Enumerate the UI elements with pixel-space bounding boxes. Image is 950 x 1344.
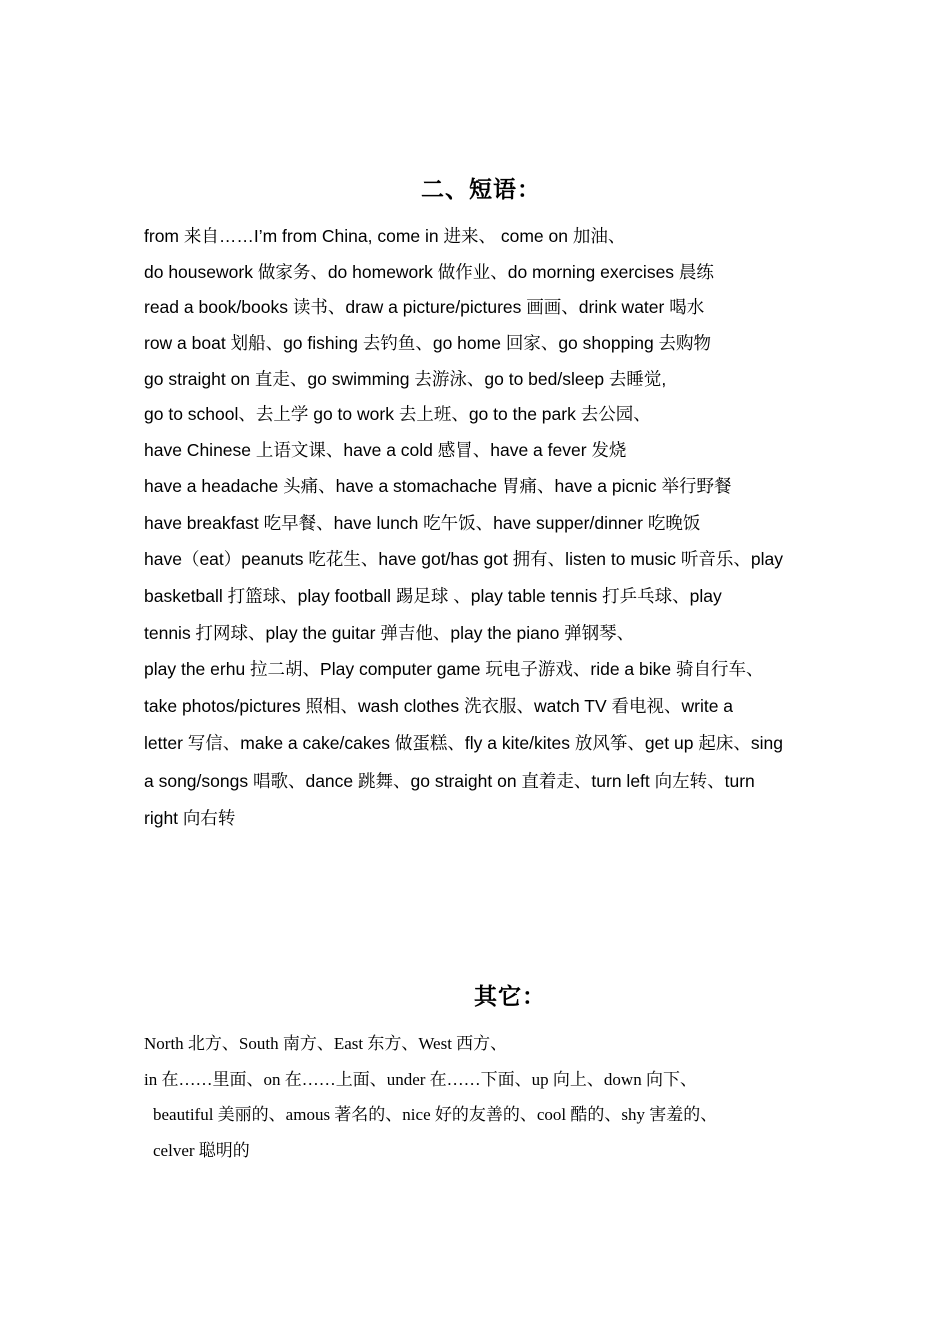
other-line-2: in 在……里面、on 在……上面、under 在……下面、up 向上、down 向下、 (144, 1070, 697, 1089)
phrase-line-7: have Chinese 上语文课、have a cold 感冒、have a fever 发烧 (144, 440, 627, 460)
phrase-line-2: do housework 做家务、do homework 做作业、do morning exercises 晨练 (144, 262, 714, 282)
phrase-line-1: from 来自……I’m from China, come in 进来、 come on 加油、 (144, 226, 626, 246)
phrase-line-9: have breakfast 吃早餐、have lunch 吃午饭、have supper/dinner 吃晚饭 (144, 513, 701, 533)
other-line-4: celver 聪明的 (153, 1141, 250, 1160)
phrase-line-4: row a boat 划船、go fishing 去钓鱼、go home 回家、go shopping 去购物 (144, 333, 712, 353)
phrase-line-11: basketball 打篮球、play football 踢足球 、play table tennis 打乒乓球、play (144, 586, 722, 606)
phrase-line-3: read a book/books 读书、draw a picture/pictures 画画、drink water 喝水 (144, 297, 705, 317)
phrase-line-8: have a headache 头痛、have a stomachache 胃痛、have a picnic 举行野餐 (144, 476, 732, 496)
phrase-line-13: play the erhu 拉二胡、Play computer game 玩电子游戏、ride a bike 骑自行车、 (144, 659, 764, 679)
phrase-line-6: go to school、去上学 go to work 去上班、go to the park 去公园、 (144, 404, 651, 424)
other-line-1: North 北方、South 南方、East 东方、West 西方、 (144, 1034, 508, 1053)
phrases-heading: 二、短语： (421, 176, 541, 203)
other-line-3: beautiful 美丽的、amous 著名的、nice 好的友善的、cool 酷的、shy 害羞的、 (153, 1105, 718, 1124)
phrase-line-10: have（eat）peanuts 吃花生、have got/has got 拥有、listen to music 听音乐、play (144, 549, 784, 569)
phrase-line-5: go straight on 直走、go swimming 去游泳、go to bed/sleep 去睡觉, (144, 369, 667, 389)
phrase-line-14: take photos/pictures 照相、wash clothes 洗衣服、watch TV 看电视、write a (144, 696, 734, 716)
other-heading: 其它： (474, 983, 546, 1010)
phrase-line-16: a song/songs 唱歌、dance 跳舞、go straight on 直着走、turn left 向左转、turn (144, 771, 755, 791)
phrase-line-15: letter 写信、make a cake/cakes 做蛋糕、fly a kite/kites 放风筝、get up 起床、sing (144, 733, 783, 753)
phrase-line-17: right 向右转 (144, 808, 236, 828)
phrase-line-12: tennis 打网球、play the guitar 弹吉他、play the piano 弹钢琴、 (144, 623, 635, 643)
